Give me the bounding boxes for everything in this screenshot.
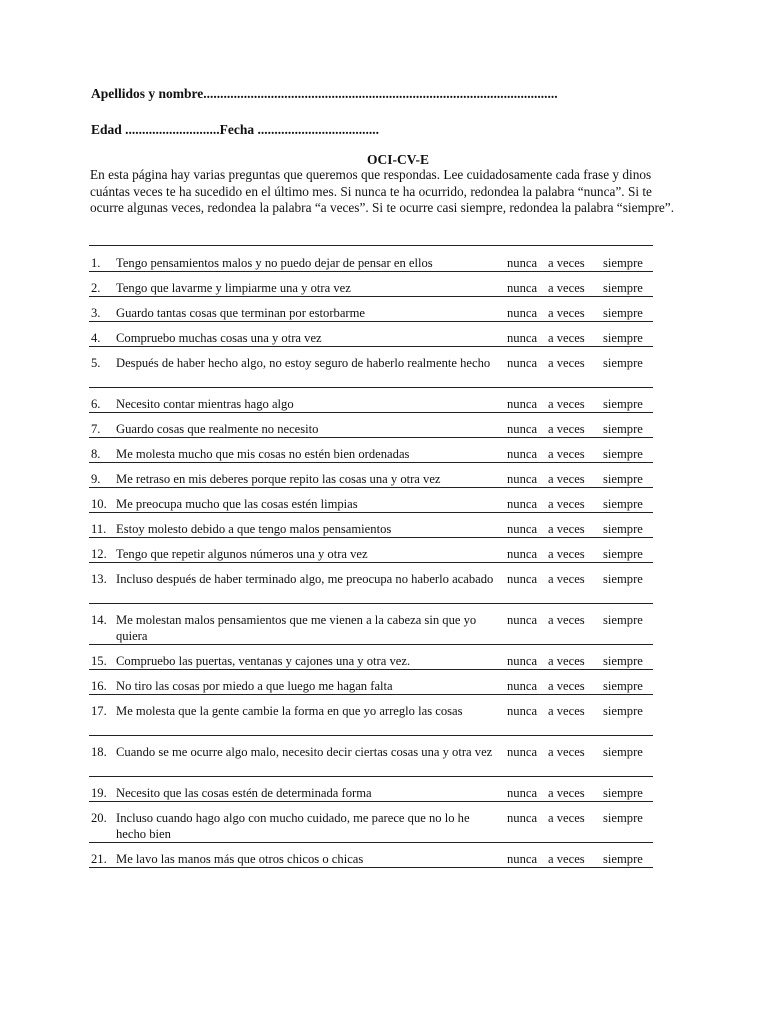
option-a-veces[interactable]: a veces	[548, 397, 585, 411]
question-text: Me preocupa mucho que las cosas estén limpias	[116, 497, 358, 511]
option-siempre[interactable]: siempre	[603, 704, 643, 718]
option-nunca[interactable]: nunca	[507, 331, 538, 345]
option-nunca[interactable]: nunca	[507, 745, 538, 759]
question-row	[89, 670, 653, 695]
option-a-veces[interactable]: a veces	[548, 811, 585, 825]
question-text: Me lavo las manos más que otros chicos o chicas	[116, 852, 364, 866]
question-row	[89, 463, 653, 488]
option-a-veces[interactable]: a veces	[548, 356, 585, 370]
question-row	[89, 777, 653, 802]
option-nunca[interactable]: nunca	[507, 422, 538, 436]
option-nunca[interactable]: nunca	[507, 704, 538, 718]
option-a-veces[interactable]: a veces	[548, 679, 585, 693]
question-text: Me molesta mucho que mis cosas no estén bien ordenadas	[116, 447, 410, 461]
question-text: Incluso después de haber terminado algo, me preocupa no haberlo acabado	[116, 572, 494, 586]
option-nunca[interactable]: nunca	[507, 852, 538, 866]
question-row	[89, 272, 653, 297]
option-siempre[interactable]: siempre	[603, 613, 643, 627]
question-text: Necesito que las cosas estén de determinada forma	[116, 786, 372, 800]
question-row	[89, 563, 653, 604]
question-number: 12.	[91, 547, 107, 561]
question-text: Me retraso en mis deberes porque repito las cosas una y otra vez	[116, 472, 441, 486]
option-a-veces[interactable]: a veces	[548, 572, 585, 586]
age-date-field[interactable]: Edad ............................Fecha ....................................	[91, 122, 380, 137]
option-a-veces[interactable]: a veces	[548, 331, 585, 345]
instructions-paragraph: En esta página hay varias preguntas que queremos que respondas. Lee cuidadosamente cada frase y dinos cuántas veces te ha sucedido en el último mes. Si nunca te ha ocurrido, redondea la palabra “nunca”. Si te ocurre algunas veces, redondea la palabra “a veces”. Si te ocurre casi siempre, redondea la palabra “siempre”.	[90, 167, 675, 215]
option-nunca[interactable]: nunca	[507, 547, 538, 561]
option-nunca[interactable]: nunca	[507, 281, 538, 295]
question-number: 7.	[91, 422, 101, 436]
question-row	[89, 413, 653, 438]
option-nunca[interactable]: nunca	[507, 356, 538, 370]
option-siempre[interactable]: siempre	[603, 572, 643, 586]
question-row	[89, 488, 653, 513]
option-nunca[interactable]: nunca	[507, 256, 538, 270]
option-a-veces[interactable]: a veces	[548, 522, 585, 536]
option-nunca[interactable]: nunca	[507, 472, 538, 486]
option-siempre[interactable]: siempre	[603, 745, 643, 759]
question-text: Cuando se me ocurre algo malo, necesito decir ciertas cosas una y otra vez	[116, 745, 493, 759]
question-number: 21.	[91, 852, 107, 866]
option-siempre[interactable]: siempre	[603, 497, 643, 511]
option-siempre[interactable]: siempre	[603, 356, 643, 370]
question-text: Incluso cuando hago algo con mucho cuidado, me parece que no lo he hecho bien	[116, 811, 470, 841]
question-text: Después de haber hecho algo, no estoy seguro de haberlo realmente hecho	[116, 356, 491, 370]
question-number: 11.	[91, 522, 107, 536]
option-a-veces[interactable]: a veces	[548, 745, 585, 759]
question-number: 13.	[91, 572, 107, 586]
question-number: 10.	[91, 497, 107, 511]
question-number: 14.	[91, 613, 107, 627]
option-a-veces[interactable]: a veces	[548, 306, 585, 320]
question-number: 19.	[91, 786, 107, 800]
option-nunca[interactable]: nunca	[507, 497, 538, 511]
question-number: 17.	[91, 704, 107, 718]
questionnaire-title: OCI-CV-E	[367, 152, 429, 167]
question-text: Me molesta que la gente cambie la forma en que yo arreglo las cosas	[116, 704, 463, 718]
question-text: Compruebo las puertas, ventanas y cajones una y otra vez.	[116, 654, 411, 668]
question-number: 8.	[91, 447, 101, 461]
question-number: 1.	[91, 256, 101, 270]
question-number: 16.	[91, 679, 107, 693]
option-siempre[interactable]: siempre	[603, 281, 643, 295]
option-nunca[interactable]: nunca	[507, 397, 538, 411]
option-a-veces[interactable]: a veces	[548, 422, 585, 436]
question-text: Estoy molesto debido a que tengo malos pensamientos	[116, 522, 392, 536]
question-row	[89, 538, 653, 563]
option-siempre[interactable]: siempre	[603, 547, 643, 561]
option-a-veces[interactable]: a veces	[548, 704, 585, 718]
option-nunca[interactable]: nunca	[507, 522, 538, 536]
question-number: 18.	[91, 745, 107, 759]
question-row	[89, 645, 653, 670]
option-siempre[interactable]: siempre	[603, 654, 643, 668]
question-text: Guardo cosas que realmente no necesito	[116, 422, 319, 436]
question-row	[89, 347, 653, 388]
name-field[interactable]: Apellidos y nombre.........................................................................................................	[91, 86, 558, 101]
option-nunca[interactable]: nunca	[507, 572, 538, 586]
option-a-veces[interactable]: a veces	[548, 256, 585, 270]
option-siempre[interactable]: siempre	[603, 522, 643, 536]
option-a-veces[interactable]: a veces	[548, 472, 585, 486]
option-a-veces[interactable]: a veces	[548, 547, 585, 561]
question-number: 20.	[91, 811, 107, 825]
question-text: Tengo pensamientos malos y no puedo dejar de pensar en ellos	[116, 256, 433, 270]
option-nunca[interactable]: nunca	[507, 679, 538, 693]
option-siempre[interactable]: siempre	[603, 786, 643, 800]
question-number: 4.	[91, 331, 101, 345]
option-a-veces[interactable]: a veces	[548, 852, 585, 866]
option-nunca[interactable]: nunca	[507, 613, 538, 627]
option-nunca[interactable]: nunca	[507, 811, 538, 825]
question-row	[89, 736, 653, 777]
question-row	[89, 388, 653, 413]
question-list	[89, 247, 653, 868]
question-row	[89, 802, 653, 843]
option-siempre[interactable]: siempre	[603, 397, 643, 411]
question-number: 3.	[91, 306, 101, 320]
question-row	[89, 513, 653, 538]
question-row	[89, 843, 653, 868]
option-siempre[interactable]: siempre	[603, 447, 643, 461]
option-a-veces[interactable]: a veces	[548, 613, 585, 627]
question-row	[89, 604, 653, 645]
option-siempre[interactable]: siempre	[603, 811, 643, 825]
question-row	[89, 247, 653, 272]
question-number: 15.	[91, 654, 107, 668]
table-top-rule	[89, 245, 653, 246]
question-text: Necesito contar mientras hago algo	[116, 397, 294, 411]
question-row	[89, 438, 653, 463]
question-text: No tiro las cosas por miedo a que luego me hagan falta	[116, 679, 393, 693]
question-number: 6.	[91, 397, 101, 411]
question-text: Tengo que lavarme y limpiarme una y otra vez	[116, 281, 351, 295]
option-siempre[interactable]: siempre	[603, 331, 643, 345]
option-nunca[interactable]: nunca	[507, 306, 538, 320]
option-siempre[interactable]: siempre	[603, 306, 643, 320]
option-siempre[interactable]: siempre	[603, 256, 643, 270]
question-text: Me molestan malos pensamientos que me vienen a la cabeza sin que yo quiera	[116, 613, 477, 643]
option-a-veces[interactable]: a veces	[548, 497, 585, 511]
question-text: Compruebo muchas cosas una y otra vez	[116, 331, 322, 345]
option-nunca[interactable]: nunca	[507, 654, 538, 668]
option-siempre[interactable]: siempre	[603, 852, 643, 866]
question-number: 9.	[91, 472, 101, 486]
question-number: 2.	[91, 281, 101, 295]
question-row	[89, 695, 653, 736]
question-row	[89, 297, 653, 322]
option-a-veces[interactable]: a veces	[548, 281, 585, 295]
option-siempre[interactable]: siempre	[603, 422, 643, 436]
option-siempre[interactable]: siempre	[603, 679, 643, 693]
option-nunca[interactable]: nunca	[507, 447, 538, 461]
question-number: 5.	[91, 356, 101, 370]
option-a-veces[interactable]: a veces	[548, 786, 585, 800]
option-siempre[interactable]: siempre	[603, 472, 643, 486]
option-nunca[interactable]: nunca	[507, 786, 538, 800]
question-row	[89, 322, 653, 347]
option-a-veces[interactable]: a veces	[548, 447, 585, 461]
option-a-veces[interactable]: a veces	[548, 654, 585, 668]
question-text: Guardo tantas cosas que terminan por estorbarme	[116, 306, 365, 320]
question-text: Tengo que repetir algunos números una y otra vez	[116, 547, 368, 561]
